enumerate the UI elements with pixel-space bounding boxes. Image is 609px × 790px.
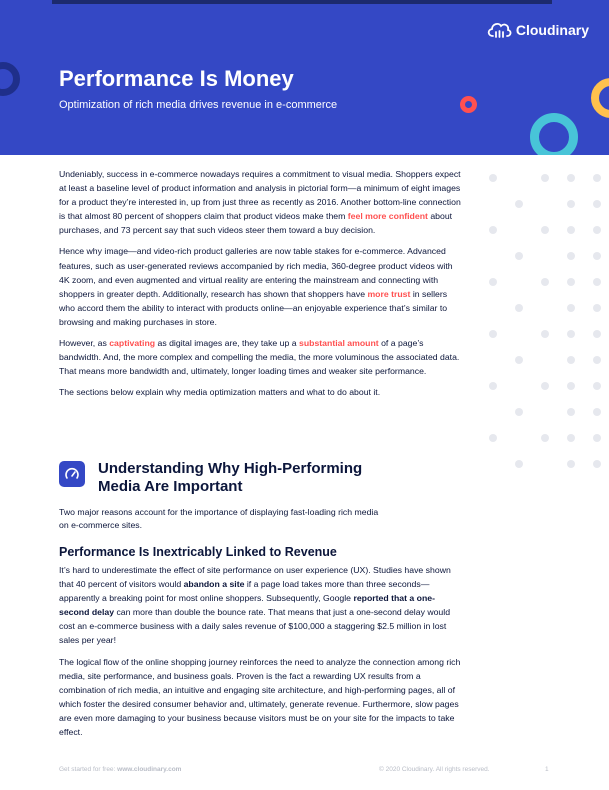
decorative-dot: [593, 226, 601, 234]
decorative-dot: [541, 278, 549, 286]
decorative-dot: [593, 460, 601, 468]
bold-one-second-delay: reported that a one-second delay: [59, 593, 436, 618]
decorative-dot: [567, 278, 575, 286]
cloud-icon: [486, 21, 512, 39]
decorative-dot: [541, 434, 549, 442]
logo-text: Cloudinary: [515, 22, 589, 38]
intro-paragraph-4: The sections below explain why media optimization matters and what to do about it.: [59, 387, 381, 398]
decorative-dot: [541, 174, 549, 182]
decorative-dot: [567, 356, 575, 364]
decorative-dot: [515, 460, 523, 468]
decorative-dot: [567, 408, 575, 416]
decorative-dot: [593, 434, 601, 442]
decorative-dot: [489, 174, 497, 182]
intro-paragraph-1: Undeniably, success in e-commerce nowadays requires a commitment to visual media. Shoppers expect at least a baseline level of product information and analysis in pictorial form—a minimum of eight images for a product they’re interested in, up from just three as recently as 2016. Another bottom-line connection is that almost 80 percent of shoppers claim that product videos make them feel more confident about purchases, and 73 percent say that such videos steer them toward a buy decision.: [59, 169, 461, 236]
decorative-dot: [593, 200, 601, 208]
highlight-more-trust: more trust: [367, 288, 411, 299]
highlight-substantial-amount: substantial amount: [299, 338, 379, 349]
footer-link[interactable]: www.cloudinary.com: [117, 766, 182, 773]
decorative-dot: [593, 356, 601, 364]
footer-cta: Get started for free: www.cloudinary.com: [59, 766, 182, 773]
page-number: 1: [545, 766, 549, 773]
subsection-body: [59, 563, 462, 746]
decorative-dot: [567, 174, 575, 182]
decorative-dot: [515, 252, 523, 260]
section-title: Understanding Why High-Performing Media Are Important: [98, 460, 363, 495]
decorative-dot: [593, 382, 601, 390]
highlight-captivating: captivating: [109, 338, 156, 349]
decorative-dot: [567, 200, 575, 208]
footer-copyright: © 2020 Cloudinary. All rights reserved.: [379, 766, 490, 773]
decorative-dot: [593, 252, 601, 260]
decorative-dot: [515, 200, 523, 208]
section-intro: Two major reasons account for the importance of displaying fast-loading rich media on e-commerce sites.: [59, 507, 379, 531]
decorative-dot: [567, 460, 575, 468]
decorative-dot: [593, 278, 601, 286]
decorative-ring-red: [460, 96, 477, 113]
decorative-dot: [515, 304, 523, 312]
decorative-dot: [489, 434, 497, 442]
decorative-ring-left: [0, 62, 20, 96]
decorative-ring-yellow: [591, 78, 609, 118]
bold-abandon-a-site: abandon a site: [183, 579, 245, 590]
decorative-dot: [489, 330, 497, 338]
decorative-dot: [567, 304, 575, 312]
section-heading: [59, 460, 362, 496]
header-top-bar: [52, 0, 552, 4]
decorative-dot: [593, 408, 601, 416]
highlight-feel-more-confident: feel more confident: [347, 211, 428, 222]
decorative-dot: [541, 330, 549, 338]
subsection-paragraph-2: The logical flow of the online shopping journey reinforces the need to analyze the connection among rich media, site performance, and business goals. Proven is the fact a rewarding UX results from a combination of rich media, an intuitive and engaging site architecture, and high-performing pages, all of which foster the desired consumer behavior and, ultimately, generate revenue. Furthermore, slow pages are even more damaging to your business because visitors must be on your site for the impacts to take effect.: [59, 656, 461, 738]
cloudinary-logo: [486, 21, 589, 39]
decorative-dot: [593, 174, 601, 182]
decorative-dot: [541, 382, 549, 390]
decorative-dot: [489, 278, 497, 286]
decorative-dot: [567, 226, 575, 234]
decorative-dot: [489, 226, 497, 234]
page-title: Performance Is Money: [59, 66, 294, 91]
intro-paragraph-3: However, as captivating as digital images are, they take up a substantial amount of a page’s bandwidth. And, the more complex and compelling the media, the more voluminous the associated data. That means more bandwidth and, ultimately, longer loading times and weaker site performance.: [59, 338, 460, 377]
subsection-paragraph-1: It’s hard to underestimate the effect of site performance on user experience (UX). Studies have shown that 40 percent of visitors would abandon a site if a page load takes more than three seconds—apparently a breaking point for most online shoppers. Subsequently, Google reported that a one-second delay can more than double the bounce rate. That means that just a one-second delay would cost an e-commerce business with a daily sales revenue of $100,000 a staggering $2.5 million in lost sales per year!: [59, 565, 451, 646]
intro-paragraph-2: Hence why image—and video-rich product galleries are now table stakes for e-commerce. Advanced features, such as user-generated reviews accompanied by rich media, 360-degree product videos with 4K zoom, and even augmented and virtual reality are entering the mainstream and connecting with shoppers in greater depth. Additionally, research has shown that shoppers have more trust in sellers who accord them the ability to interact with products online—an enjoyable experience that’s similar to browsing and making purchases in store.: [59, 246, 453, 327]
header-banner: [0, 0, 609, 155]
decorative-dot: [567, 330, 575, 338]
decorative-dot: [515, 408, 523, 416]
decorative-dot: [567, 252, 575, 260]
decorative-ring-teal: [530, 113, 578, 155]
speedometer-icon: [59, 461, 85, 487]
page-subtitle: Optimization of rich media drives revenue in e-commerce: [59, 99, 338, 111]
decorative-dot: [567, 434, 575, 442]
decorative-dot: [593, 330, 601, 338]
intro-body: [59, 167, 462, 406]
decorative-dot: [541, 226, 549, 234]
decorative-dot: [593, 304, 601, 312]
decorative-dot: [489, 382, 497, 390]
decorative-dot: [567, 382, 575, 390]
decorative-dot: [515, 356, 523, 364]
subsection-heading: Performance Is Inextricably Linked to Revenue: [59, 545, 337, 559]
